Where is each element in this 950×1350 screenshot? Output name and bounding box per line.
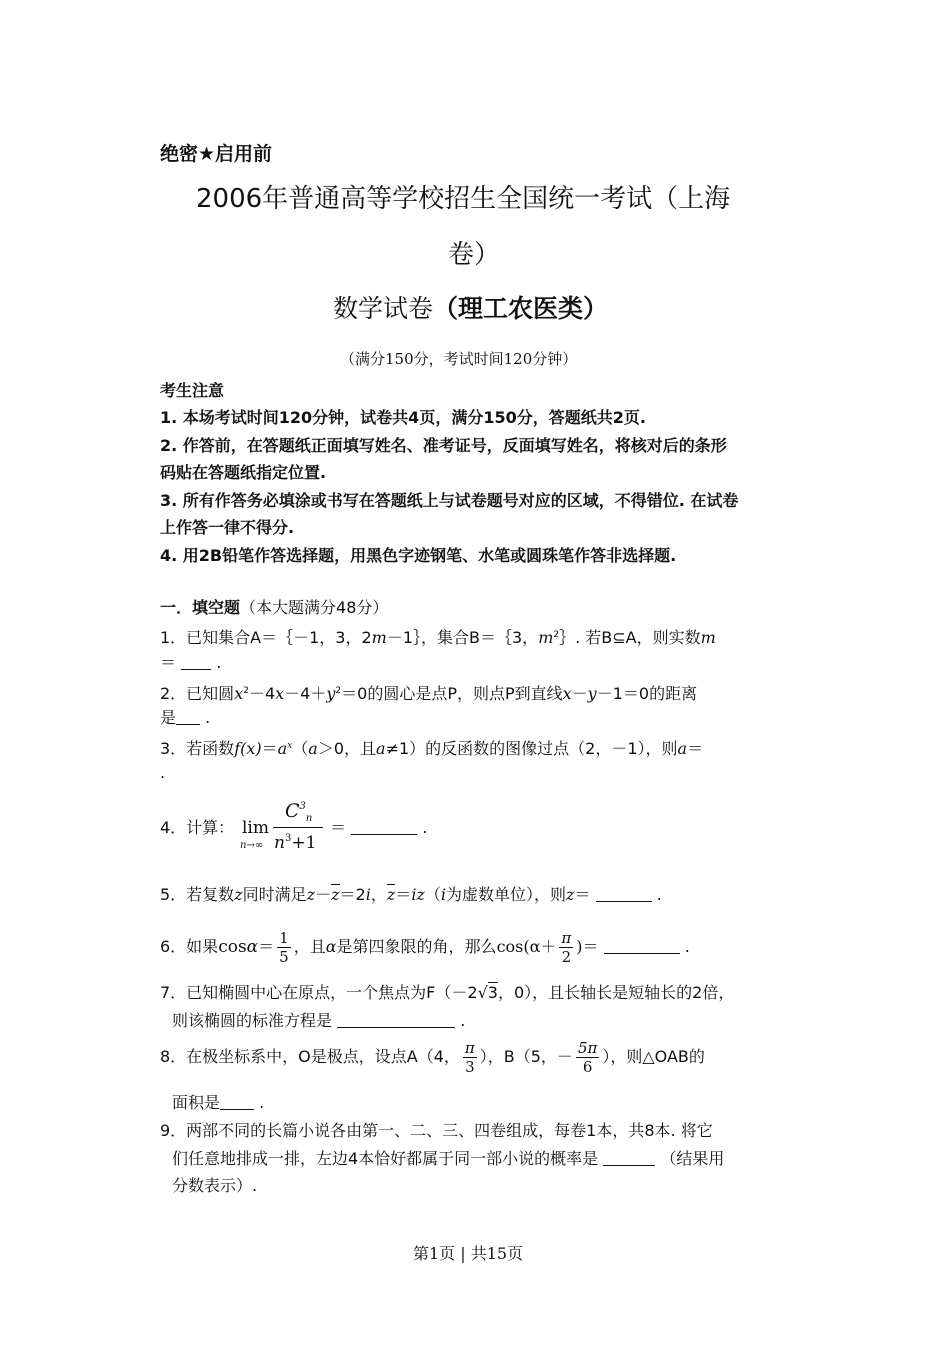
section-label: 一．填空题 (160, 598, 241, 617)
answer-blank[interactable] (176, 709, 200, 725)
subtitle-main: 数学试卷 (333, 294, 434, 323)
answer-blank[interactable] (351, 819, 417, 835)
subtitle-category: （理工农医类） (433, 294, 609, 323)
note-1: 1. 本场考试时间120分钟，试卷共4页，满分150分，答题纸共2页. (160, 408, 646, 427)
time-note: （满分150分，考试时间120分钟） (340, 350, 578, 368)
paper-subtitle (333, 289, 608, 325)
notes-heading: 考生注意 (160, 381, 225, 400)
answer-blank[interactable] (337, 1012, 455, 1028)
exam-title-line1: 2006年普通高等学校招生全国统一考试（上海 (196, 184, 731, 214)
note-2b: 码贴在答题纸指定位置. (160, 463, 327, 482)
question-1: 1．已知集合A＝｛－1，3，2m－1｝，集合B＝｛3，$m^2\}$. 若B⊆A，则实数m (160, 628, 716, 647)
question-8: 8．在极坐标系中，O是极点，设点A（4， $\frac{\pi}{3}$ ），B（5，－ $\frac{5\pi}{6}$ ），则△OAB的 (160, 1039, 705, 1076)
question-9-line3: 分数表示）. (172, 1176, 258, 1195)
answer-blank[interactable] (181, 654, 211, 670)
note-4: 4. 用2B铅笔作答选择题，用黑色字迹钢笔、水笔或圆珠笔作答非选择题. (160, 546, 677, 565)
note-2a: 2. 作答前，在答题纸正面填写姓名、准考证号，反面填写姓名，将核对后的条形 (160, 436, 727, 455)
question-7: 7．已知椭圆中心在原点，一个焦点为F（－2√3，0），且长轴长是短轴长的2倍， (160, 983, 735, 1002)
question-1-answer: ＝ . (160, 653, 222, 672)
question-3: 3．若函数$f(x)=a^x(a>0$，且a≠1）的反函数的图像过点（2，－1），则a＝ (160, 739, 704, 758)
limit-expression: lim n→∞ $C^3_n$ $n^3+1$ (240, 800, 330, 860)
section-desc: （本大题满分48分） (240, 598, 389, 617)
question-5: 5．若复数z同时满足z－z＝2i，z＝iz（i为虚数单位），则z＝ . (160, 885, 662, 904)
question-3-answer: . (160, 763, 166, 782)
answer-blank[interactable] (220, 1094, 254, 1110)
page-footer: 第1页 | 共15页 (413, 1244, 524, 1263)
question-8-answer: 面积是 . (172, 1093, 265, 1112)
question-9-line1: 9．两部不同的长篇小说各由第一、二、三、四卷组成，每卷1本，共8本. 将它 (160, 1121, 713, 1140)
question-7-answer: 则该椭圆的标准方程是 . (172, 1011, 466, 1030)
answer-blank[interactable] (604, 938, 680, 954)
note-3b: 上作答一律不得分. (160, 518, 295, 537)
question-9-line2: 们任意地排成一排，左边4本恰好都属于同一部小说的概率是 （结果用 (172, 1149, 725, 1168)
answer-blank[interactable] (603, 1150, 655, 1166)
exam-title-line2: 卷） (448, 240, 501, 270)
question-2-answer: 是 . (160, 708, 211, 727)
section-heading (160, 597, 388, 619)
question-2: 2．已知圆$x^2-4x-4+y^2=0$的圆心是点P，则点P到直线x－y－1＝0的距离 (160, 684, 698, 703)
question-4-answer: ＝ . (330, 818, 428, 837)
secret-mark: 绝密★启用前 (160, 143, 273, 165)
answer-blank[interactable] (596, 886, 652, 902)
question-4-label: 4．计算： (160, 818, 235, 837)
question-6: 6．如果cosα＝ $\frac{1}{5}$ ，且α是第四象限的角，那么cos(α＋ $\frac{\pi}{2}$ )＝ . (160, 929, 690, 966)
note-3a: 3. 所有作答务必填涂或书写在答题纸上与试卷题号对应的区域，不得错位. 在试卷 (160, 491, 739, 510)
